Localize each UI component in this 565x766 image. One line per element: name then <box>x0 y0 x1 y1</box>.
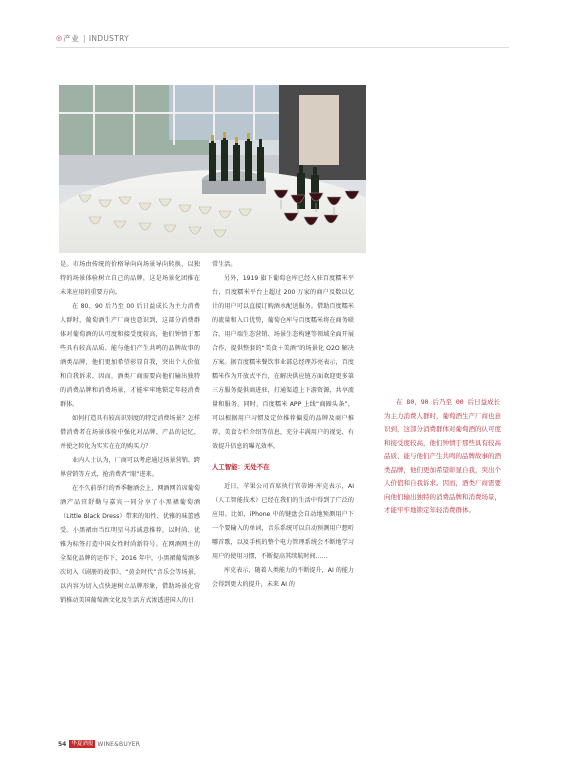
pull-quote-text: 在 80、90 后乃至 00 后日益成长为主力消费人群时，葡萄酒生产厂商也意识到，这部分消费群体对葡萄酒的认可度和接受度较高，他们钟情于那些具有较高品质、能与他们产生共鸣的品牌故事的酒类品牌，他们更加希望彰显自我，突出个人价值和自我诉求。因而，酒类厂商需要向他们输出独特的消费品牌和消费场景，才能牢牢地锁定年轻消费群体。 <box>384 398 501 514</box>
section-bullet-icon: ◎ <box>56 34 63 42</box>
pull-quote <box>384 396 504 518</box>
section-divider: | <box>83 33 86 43</box>
col2-paragraph-4: 库克表示，随着人类能力的不断提升，AI 的能力会得到更大的提升，未来 AI 的 <box>212 567 354 588</box>
col1-paragraph-2: 在 80、90 后乃至 00 后日益成长为主力消费人群时，葡萄酒生产厂商也意识到，这部分消费群体对葡萄酒的认可度和接受度较高，他们钟情于那些具有较高品质、能与他们产生共鸣的品牌故事的酒类品牌，他们更加希望彰显自我，突出个人价值和自我诉求。因而，酒类厂商需要向他们输出独特的消费品牌和消费场景，才能牢牢地锁定年轻消费群体。 <box>60 303 200 408</box>
article-column-1 <box>60 258 200 608</box>
page-footer <box>58 739 140 749</box>
section-header <box>56 31 129 45</box>
page-number: 54 <box>58 740 67 748</box>
col2-paragraph-3: 近日，苹果公司首席执行官蒂姆·库克表示，AI（人工智能技术）已经在我们的生活中得到了广泛的应用。比如，iPhone 中的键盘会自动地预测用户下一个要输入的单词，音乐系统可以自动预测用户想听哪首歌，以及手机的整个电力管理系统会不断地学习用户的使用习惯，不断提高其续航时间…… <box>212 483 354 560</box>
article-column-2 <box>212 258 354 592</box>
wine-tasting-photo <box>59 85 366 253</box>
col1-paragraph-1: 是。市场由传统的价格导向向场景导向转换，以独特的场景体验树立自己的品牌，这是场景化团推在未来应用的重要方向。 <box>60 261 200 296</box>
col2-paragraph-2: 另外，1919 旗下葡萄仓库已经入驻百度糯米平台，百度糯米平台上超过 200 万家的商户及数以亿计的用户可以直接订购酒水配送服务。借助百度糯米的流量和入口优势，葡萄仓库与百度糯米将在商务联合、用户端生态营销、场景生态构建等领域全面开展合作，提供整套的“美食＋美酒”的场景化 O2O 解决方案。据百度糯米餐饮事业部总经理苏亮表示，百度糯米作为开放式平台，在解决供应链方面欢迎更多第三方服务提供商进驻，打通渠道上下游资源，共享流量和服务。同时，百度糯米 APP 上线“商圈头条”，可以根据用户习惯及定位推荐偏爱的品牌及商户推荐、美食专栏介绍等信息，充分丰满用户的视觉，有效提升信息的曝光效率。 <box>212 275 354 450</box>
col1-paragraph-3: 如何打造具有较高识别度的特定消费场景？怎样借消费者在场景体验中强化对品牌、产品的记忆，并使之转化为实实在在的购买力？ <box>60 415 200 450</box>
magazine-name: WINE&BUYER <box>97 740 141 748</box>
section-title: 产业 <box>63 33 80 43</box>
col1-paragraph-4: 业内人士认为，厂商可以考虑通过场景营销、跨界营销等方式，抢消费者“眼”进来。 <box>60 457 200 478</box>
section-title-english: INDUSTRY <box>88 33 130 43</box>
section-subhead: 人工智能：无处不在 <box>212 463 270 471</box>
col1-paragraph-5: 在不久前举行的香季糖酒会上，网酒网首席葡萄酒产品官舒勤与嘉宾一同分享了小黑裙葡萄酒（Little Black Dress）带来的知性、优雅的味蕾感受。小黑裙由当红明星马苏诚意推荐，以时尚、优雅为标签打造中国女性时尚新符号。在网酒网主的全渠化品牌的运作下，2016 年中，小黑裙葡萄酒多次切入《剧册的故事》、“黄金时代”音乐会等场景，以内容为切入点快速树立品牌形象，借助场景化营销推动美国葡萄酒文化及生活方式渗透进国人的日 <box>60 485 200 604</box>
header-rule <box>56 47 509 48</box>
publication-tag: 华夏酒报 <box>71 741 94 747</box>
col2-paragraph-1: 常生活。 <box>212 261 237 268</box>
wine-tasting-illustration <box>59 85 366 253</box>
